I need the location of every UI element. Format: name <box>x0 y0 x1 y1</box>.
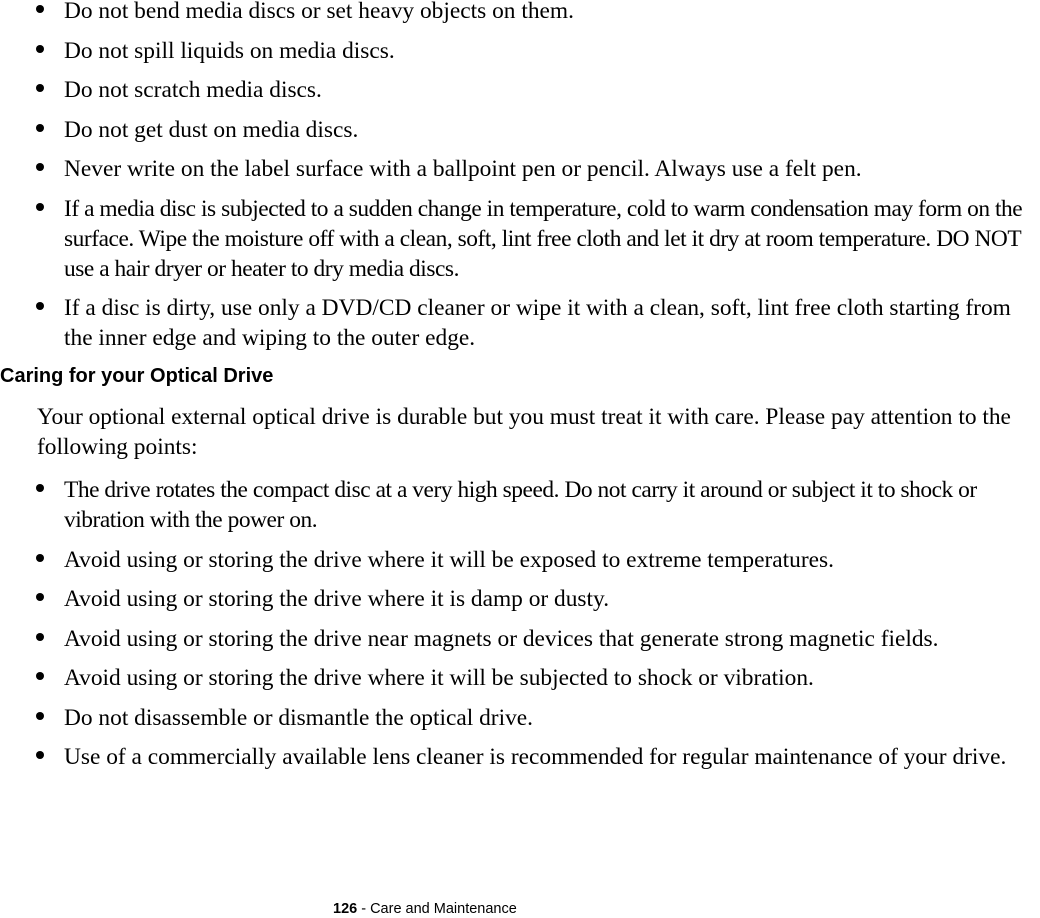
bullet-icon <box>36 633 44 641</box>
bullet-icon <box>36 302 44 310</box>
bullet-icon <box>36 554 44 562</box>
list-item <box>0 293 1040 353</box>
list-item-text: Use of a commercially available lens cleaner is recommended for regular maintenance of your drive. <box>64 744 1007 770</box>
list-item-text: Never write on the label surface with a ballpoint pen or pencil. Always use a felt pen. <box>64 156 862 182</box>
list-item <box>0 584 1040 614</box>
list-item-text: Do not scratch media discs. <box>64 77 322 103</box>
bullet-icon <box>36 593 44 601</box>
bullet-icon <box>36 124 44 132</box>
page-number: 126 <box>333 901 358 917</box>
list-item <box>0 475 1040 535</box>
list-item-text: Do not disassemble or dismantle the optical drive. <box>64 704 534 731</box>
list-item <box>0 154 1040 184</box>
list-item <box>0 663 1040 693</box>
list-item-text: Avoid using or storing the drive near magnets or devices that generate strong magnetic fields. <box>64 625 939 652</box>
optical-drive-care-list <box>0 475 1040 782</box>
list-item-text: Avoid using or storing the drive where it is damp or dusty. <box>64 586 610 612</box>
list-item <box>0 115 1040 145</box>
bullet-icon <box>36 712 44 720</box>
section-heading: Caring for your Optical Drive <box>0 365 274 387</box>
footer-section-text: - Care and Maintenance <box>357 901 517 917</box>
list-item-text: Avoid using or storing the drive where it will be subjected to shock or vibration. <box>64 665 814 691</box>
list-item-text: If a media disc is subjected to a sudden change in temperature, cold to warm condensation may form on the surface. Wipe the moisture off with a clean, soft, lint free cloth and let it dry at room temperature. DO NOT use a hair dryer or heater to dry media discs. <box>64 195 1023 282</box>
list-item-text: Do not get dust on media discs. <box>64 116 359 143</box>
bullet-icon <box>36 84 44 92</box>
list-item-text: Avoid using or storing the drive where it will be exposed to extreme temperatures. <box>64 546 834 573</box>
list-item <box>0 624 1040 654</box>
list-item-text: If a disc is dirty, use only a DVD/CD cleaner or wipe it with a clean, soft, lint free cloth starting from the inner edge and wiping to the outer edge. <box>64 295 1011 351</box>
list-item <box>0 194 1040 284</box>
bullet-icon <box>36 45 44 53</box>
page-footer <box>333 900 517 918</box>
list-item-text: Do not bend media discs or set heavy objects on them. <box>64 0 574 24</box>
bullet-icon <box>36 203 44 211</box>
list-item <box>0 742 1040 772</box>
list-item <box>0 36 1040 66</box>
bullet-icon <box>36 5 44 13</box>
list-item-text: The drive rotates the compact disc at a very high speed. Do not carry it around or subject it to shock or vibration with the power on. <box>64 477 977 533</box>
list-item-text: Do not spill liquids on media discs. <box>64 37 395 64</box>
bullet-icon <box>36 163 44 171</box>
media-disc-care-list <box>0 0 1040 363</box>
list-item <box>0 0 1040 26</box>
list-item <box>0 545 1040 575</box>
bullet-icon <box>36 751 44 759</box>
intro-paragraph: Your optional external optical drive is durable but you must treat it with care. Please pay attention to the following points: <box>37 404 1011 460</box>
bullet-icon <box>36 484 44 492</box>
bullet-icon <box>36 672 44 680</box>
list-item <box>0 703 1040 733</box>
list-item <box>0 75 1040 105</box>
